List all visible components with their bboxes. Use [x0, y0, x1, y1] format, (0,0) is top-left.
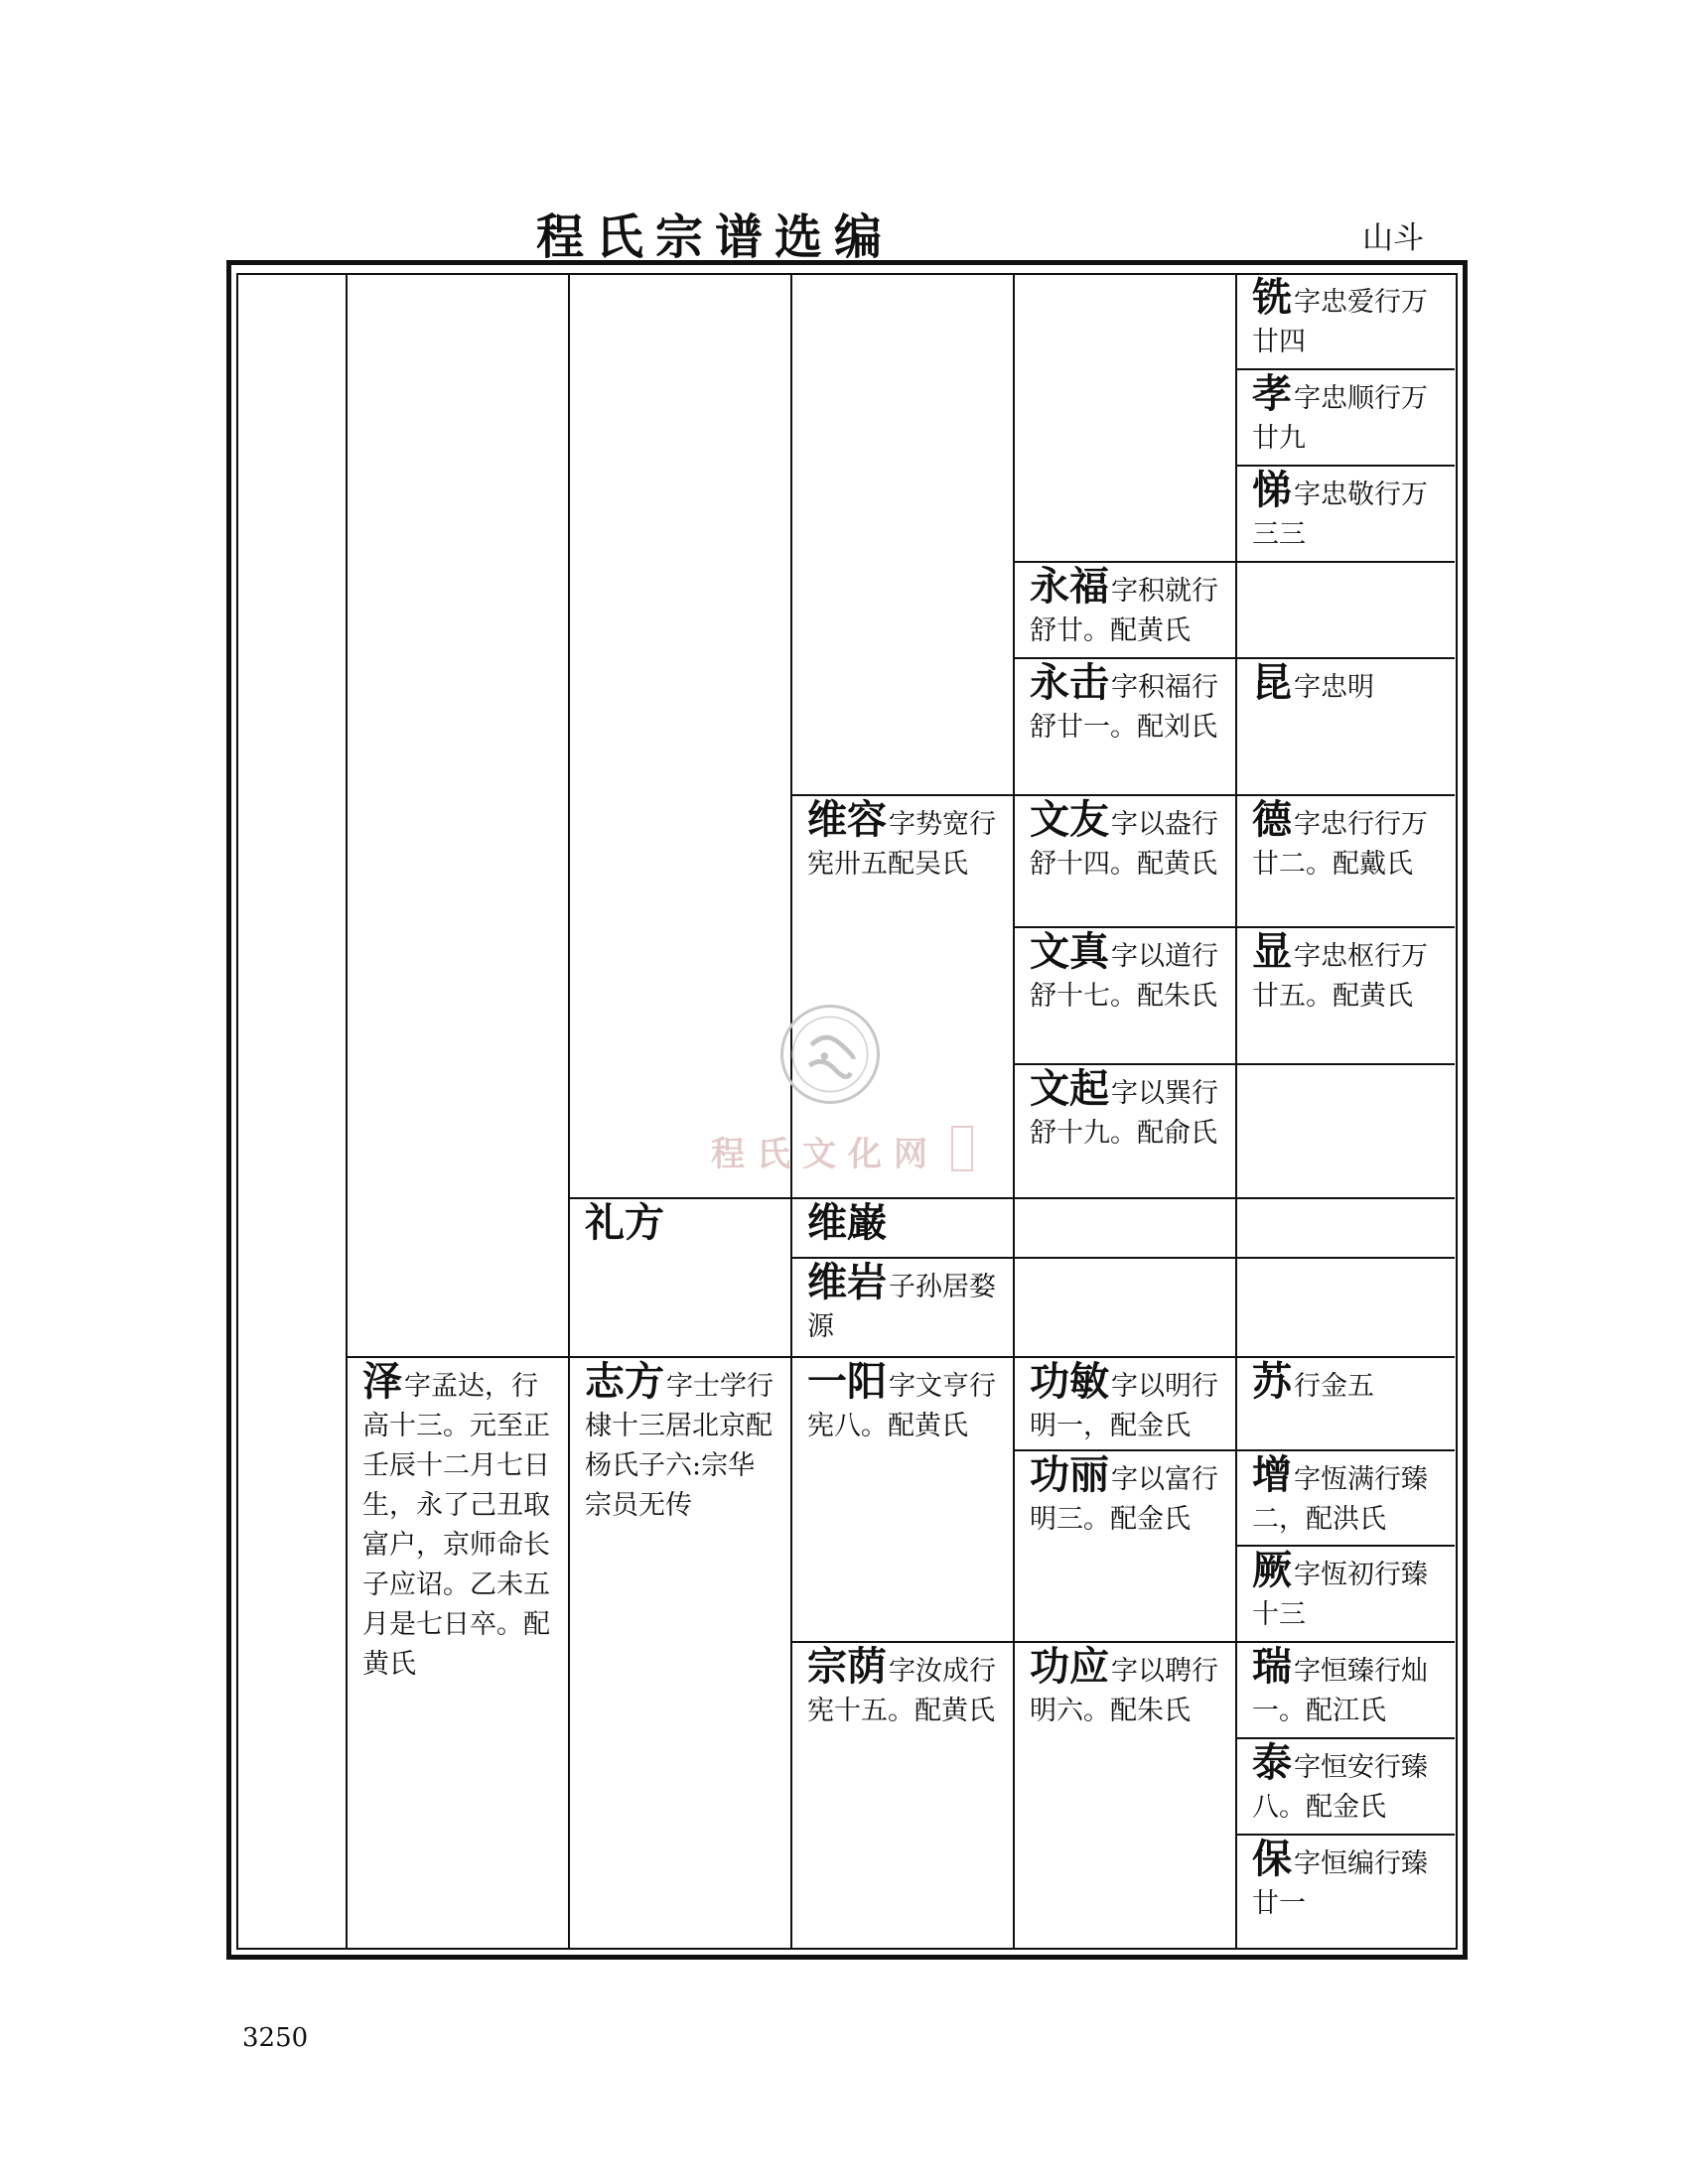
entry-name: 保: [1252, 1836, 1292, 1882]
entry-name: 泰: [1252, 1739, 1292, 1786]
row-divider: [791, 1641, 1455, 1643]
entry-name: 厥: [1252, 1547, 1292, 1593]
entry-desc: 字孟达，行高十三。元至正壬辰十二月七日生，永了己丑取富户，京师命长子应诏。乙未五月是七日卒。配黄氏: [362, 1371, 550, 1680]
entry-desc: 字以富行明三。配金氏: [1030, 1464, 1218, 1535]
entry-gongmin: [1014, 1359, 1234, 1446]
page-number: 3250: [242, 2023, 309, 2053]
entry-desc: 字以盎行舒十四。配黄氏: [1030, 809, 1218, 880]
entry-desc: 字以聘行明六。配朱氏: [1030, 1656, 1218, 1726]
entry-name: 维巌: [807, 1199, 887, 1246]
entry-desc: 字恒安行臻八。配金氏: [1252, 1752, 1428, 1823]
entry-desc: 字积福行舒廿一。配刘氏: [1030, 672, 1218, 743]
entry-yiyang: [791, 1359, 1012, 1446]
page-title: 程氏宗谱选编: [536, 209, 895, 265]
entry-desc: 字积就行舒廿。配黄氏: [1030, 576, 1218, 646]
watermark-text: 程氏文化网: [711, 1135, 939, 1174]
entry-name: 文友: [1030, 796, 1109, 843]
entry-desc: 字恒编行臻廿一: [1252, 1848, 1428, 1919]
entry-name: 显: [1252, 928, 1292, 975]
entry-name: 永福: [1030, 563, 1109, 610]
entry-yongfu: [1014, 564, 1234, 651]
entry-weirong: [791, 797, 1012, 885]
entry-desc: 字恒臻行灿一。配江氏: [1252, 1656, 1428, 1726]
entry-name: 增: [1252, 1451, 1292, 1498]
entry-jue: [1236, 1548, 1455, 1635]
entry-bao: [1236, 1837, 1455, 1924]
row-divider: [791, 1257, 1455, 1259]
entry-ang: [1236, 660, 1455, 708]
entry-weiyan1: [791, 1200, 1012, 1248]
entry-desc: 字文亨行宪八。配黄氏: [807, 1371, 996, 1441]
side-title: 山斗: [1362, 220, 1424, 256]
entry-name: 德: [1252, 796, 1292, 843]
entry-name: 功丽: [1030, 1451, 1109, 1498]
entry-name: 悌: [1252, 467, 1292, 513]
row-divider: [569, 1197, 1455, 1199]
entry-name: 瑞: [1252, 1643, 1292, 1690]
entry-desc: 字汝成行宪十五。配黄氏: [807, 1656, 996, 1726]
entry-name: 昆: [1252, 659, 1292, 706]
entry-su: [1236, 1359, 1455, 1407]
entry-desc: 字恆初行臻十三: [1252, 1560, 1428, 1630]
entry-ti: [1236, 468, 1455, 555]
entry-name: 维岩: [807, 1259, 887, 1305]
entry-zeng: [1236, 1452, 1455, 1540]
watermark-stamp-icon: [951, 1126, 973, 1171]
entry-name: 功敏: [1030, 1358, 1109, 1405]
entry-desc: 字势宽行宪卅五配吴氏: [807, 809, 996, 880]
entry-yongji: [1014, 660, 1234, 748]
entry-wenqi: [1014, 1066, 1234, 1154]
entry-name: 永击: [1030, 659, 1109, 706]
entry-name: 文真: [1030, 928, 1109, 975]
entry-name: 宗荫: [807, 1643, 887, 1690]
column-divider: [346, 275, 348, 1948]
entry-desc: 字忠顺行万廿九: [1252, 383, 1428, 454]
entry-name: 泽: [362, 1358, 402, 1405]
entry-gongli: [1014, 1452, 1234, 1540]
entry-rui: [1236, 1644, 1455, 1731]
entry-name: 一阳: [807, 1358, 887, 1405]
entry-desc: 字忠行行万廿二。配戴氏: [1252, 809, 1428, 880]
entry-name: 功应: [1030, 1643, 1109, 1690]
entry-xian: [1236, 275, 1455, 362]
entry-desc: 字忠敬行万三三: [1252, 479, 1428, 550]
entry-desc: 字士学行棣十三居北京配杨氏子六:宗华宗员无传: [585, 1371, 774, 1521]
entry-desc: 行金五: [1294, 1371, 1374, 1402]
entry-desc: 字忠爱行万廿四: [1252, 287, 1428, 357]
entry-weiyan2: [791, 1260, 1012, 1347]
entry-wenyou: [1014, 797, 1234, 885]
entry-name: 维容: [807, 796, 887, 843]
entry-de: [1236, 797, 1455, 885]
entry-desc: 字忠明: [1294, 672, 1374, 703]
entry-name: 文起: [1030, 1065, 1109, 1112]
column-divider: [568, 275, 570, 1948]
entry-desc: 子孙居婺源: [807, 1272, 996, 1342]
row-divider: [791, 794, 1455, 796]
watermark-seal-icon: [780, 1005, 880, 1104]
entry-name: 铣: [1252, 274, 1292, 321]
entry-zongyin: [791, 1644, 1012, 1731]
entry-xiao: [1236, 371, 1455, 459]
entry-desc: 字以明行明一，配金氏: [1030, 1371, 1218, 1441]
entry-desc: 字忠枢行万廿五。配黄氏: [1252, 941, 1428, 1012]
entry-ze: [347, 1359, 567, 1685]
entry-desc: 字恆满行臻二，配洪氏: [1252, 1464, 1428, 1535]
entry-zhifang: [569, 1359, 789, 1526]
entry-desc: 字以巽行舒十九。配俞氏: [1030, 1078, 1218, 1149]
entry-tai: [1236, 1740, 1455, 1828]
entry-desc: 字以道行舒十七。配朱氏: [1030, 941, 1218, 1012]
entry-lifang: [569, 1200, 789, 1248]
entry-wenzhen: [1014, 929, 1234, 1017]
entry-xian2: [1236, 929, 1455, 1017]
entry-name: 志方: [585, 1358, 664, 1405]
entry-name: 苏: [1252, 1358, 1292, 1405]
entry-name: 礼方: [585, 1199, 664, 1246]
entry-gongying: [1014, 1644, 1234, 1731]
entry-name: 孝: [1252, 370, 1292, 417]
